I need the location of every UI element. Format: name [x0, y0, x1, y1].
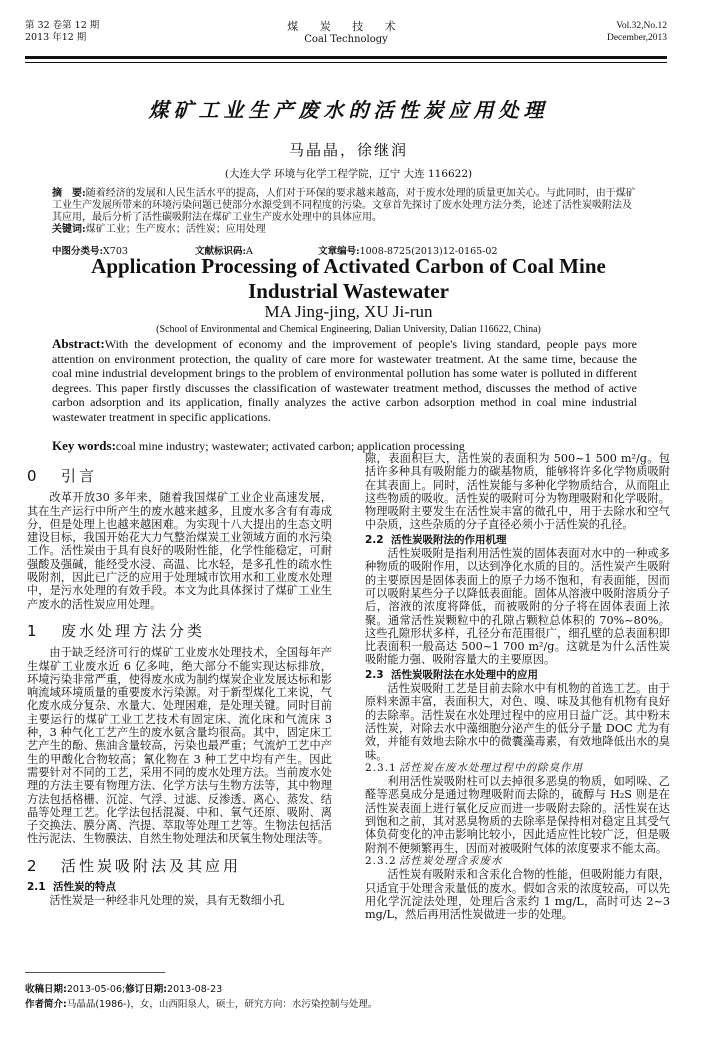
article-no-label: 文章编号: — [318, 246, 360, 257]
revised-label: 修订日期: — [125, 984, 168, 995]
revised-value: 2013-08-23 — [167, 984, 223, 995]
subsection-number: 2.3 — [365, 668, 384, 681]
section-heading-1 — [27, 621, 332, 640]
subsubsection-number: 2.3.2 — [365, 854, 397, 867]
received-label: 收稿日期: — [25, 984, 67, 995]
paragraph: 由于缺乏经济可行的煤矿工业废水处理技术，全国每年产生煤矿工业废水近 6 亿多吨，绝大部分不能实现达标排放，环境污染非常严重，使得废水成为制约煤炭企业发展达标和影响流域环境质量的重要废水污染源。对于新型煤化工来说，气化废水成分复杂、水量大、处理困难，是处理关键。同时目前主要运行的煤矿工业工艺技术有固定床、流化床和气流床 3 种，3 种气化工艺产生的废水氨含量均很高。其中，固定床工艺产生的酚、焦油含量较高，污染也最严重；气流炉工艺中产生的甲酸化合物较高；氰化物在 3 种工艺中均有产生。因此需要针对不同的工艺，采用不同的废水处理方法。当前废水处理的方法主要有物理方法、化学方法与生物方法等，其中物理方法包括格栅、沉淀、气浮、过滤、反渗透、离心、蒸发、结晶等处理工艺。化学法包括混凝、中和、氧气还原、吸附、离子交换法、膜分离、汽提、萃取等处理工艺等。生物法包括活性污泥法、生物膜法、自然生物处理法和厌氧生物处理法等。 — [27, 646, 332, 846]
affiliation-en: (School of Environmental and Chemical Engineering, Dalian University, Dalian 116622, China) — [156, 324, 541, 335]
volume-issue-cn: 第 32 卷第 12 期 — [25, 20, 100, 31]
section-number: 0 — [27, 467, 40, 485]
header-rule-thin — [25, 62, 667, 63]
paragraph: 利用活性炭吸附柱可以去掉很多恶臭的物质，如吲哚、乙醛等恶臭成分是通过物理吸附而去除的，硫醇与 H₂S 则是在活性炭表面上进行氧化反应而进一步吸附去除的。活性炭在达到饱和之前，其对恶臭物质的去除率是保持相对稳定且其受气体负荷变化的冲击影响比较小，因此适应性比较广泛，但是吸附剂不便频繁再生，因而对被吸附气体的浓度要求不能太高。 — [365, 775, 670, 855]
subsection-title: 活性炭吸附法的作用机理 — [391, 533, 507, 546]
abstract-en — [52, 337, 637, 425]
abstract-cn — [52, 188, 637, 224]
affiliation-cn: (大连大学 环境与化学工程学院，辽宁 大连 116622) — [224, 168, 473, 180]
authors-cn: 马晶晶，徐继润 — [288, 141, 408, 159]
keywords-cn-label: 关键词: — [52, 224, 86, 235]
journal-name-cn: 煤 炭 技 术 — [287, 20, 405, 33]
section-title: 引言 — [61, 467, 98, 485]
subsection-heading-2-1 — [27, 881, 332, 894]
section-title: 活性炭吸附法及其应用 — [61, 856, 242, 875]
clc-label: 中图分类号: — [52, 246, 104, 257]
section-heading-0 — [27, 467, 332, 485]
keywords-en-text: coal mine industry; wastewater; activated carbon; application processing — [115, 439, 465, 453]
journal-name-en: Coal Technology — [304, 34, 388, 45]
subsubsection-title: 活性炭在废水处理过程中的除臭作用 — [399, 761, 583, 774]
paper-title-en-line1: Application Processing of Activated Carbon of Coal Mine — [91, 254, 606, 278]
section-heading-2 — [27, 856, 332, 875]
paragraph: 活性炭吸附是指利用活性炭的固体表面对水中的一种或多种物质的吸附作用，以达到净化水质的目的。活性炭产生吸附的主要原因是固体表面上的原子力场不饱和，有表面能，因而可以吸附某些分子以降低表面能。固体从溶液中吸附溶质分子后，溶液的浓度将降低，而被吸附的分子将在固体表面上浓聚。通常活性炭颗粒中的孔隙占颗粒总体积的 70%~80%。这些孔隙形状多样，孔径分布范围很广，细孔壁的总表面积即比表面积一般高达 500~1 700 m²/g。这就是为什么活性炭吸附能力强、吸附容量大的主要原因。 — [365, 547, 670, 667]
subsection-number: 2.2 — [365, 533, 384, 546]
received-value: 2013-05-06; — [66, 984, 126, 995]
clc-value: X703 — [103, 246, 128, 257]
running-header — [25, 20, 667, 60]
paper-title-en — [0, 254, 697, 304]
year-issue-cn: 2013 年12 期 — [25, 32, 87, 43]
paper-title-en-line2: Industrial Wastewater — [248, 279, 449, 303]
paragraph-continued: 隙，表面积巨大，活性炭的表面积为 500~1 500 m²/g。包括许多种具有吸附能力的碳基物质，能够将许多化学物质吸附在其表面上。同时，活性炭能与多种化学物质结合，从而阻止这些物质的吸收。活性炭的吸附可分为物理吸附和化学吸附。物理吸附主要发生在活性炭丰富的微孔中，用于去除水和空气中杂质，这些杂质的分子直径必须小于活性炭的孔径。 — [365, 452, 670, 532]
article-no-value: 1008-8725(2013)12-0165-02 — [359, 246, 498, 257]
footnote-author-bio — [25, 999, 377, 1011]
header-rule-thick — [25, 56, 667, 59]
subsubsection-title: 活性炭处理含汞废水 — [399, 854, 503, 867]
section-number: 1 — [27, 621, 40, 640]
subsection-heading-2-2 — [365, 534, 670, 547]
section-number: 2 — [27, 856, 40, 875]
doc-code-label: 文献标识码: — [195, 246, 247, 257]
paragraph: 改革开放30 多年来，随着我国煤矿工业企业高速发展，其在生产运行中所产生的废水越来越多，且废水多含有有毒成分，但是处理上也越来越困难。为实现十八大提出的生态文明建设目标，我国开始花大力气整治煤炭工业领域方面的水污染工作。活性炭由于具有良好的吸附性能，化学性能稳定，可耐强酸及强碱，能经受水浸、高温、比水轻，是多孔性的疏水性吸附剂，因此已广泛的应用于处理城市饮用水和工业废水处理中，是污水处理的有效手段。本文为此具体探讨了煤矿工业生产废水的活性炭应用处理。 — [27, 491, 332, 611]
authors-en: MA Jing-jing, XU Ji-run — [264, 302, 433, 321]
abstract-cn-text: 随着经济的发展和人民生活水平的提高，人们对于环保的要求越来越高，对于废水处理的质量更加关心。与此同时，由于煤矿工业生产发展所带来的环境污染问题已使部分水源受到不同程度的污染。文章首先探讨了废水处理方法分类，论述了活性炭吸附法及其应用，最后分析了活性碳吸附法在煤矿工业生产废水处理中的具体应用。 — [52, 188, 636, 223]
bio-label: 作者简介: — [25, 999, 67, 1010]
subsubsection-heading-2-3-2 — [365, 855, 670, 868]
section-title: 废水处理方法分类 — [61, 621, 206, 640]
bio-value: 马晶晶(1986-)，女，山西阳泉人，硕士，研究方向：水污染控制与处理。 — [66, 999, 378, 1010]
abstract-en-label: Abstract: — [52, 336, 105, 351]
doc-code-value: A — [246, 246, 253, 257]
subsection-title: 活性炭吸附法在水处理中的应用 — [391, 668, 538, 681]
volume-issue-en: Vol.32,No.12 — [616, 21, 667, 31]
footnote-dates — [25, 984, 222, 996]
footnote-rule — [25, 972, 165, 973]
abstract-en-text: With the development of economy and the improvement of people's living standard, people pays more attention on environment protection, the quality of care more for wastewater treatment. At the same time, because the coal mine industrial development brings to the problem of environmental pollution has some water is polluted in different degrees. This paper firstly discusses the classification of wastewater treatment method, discusses the method of active carbon adsorption and its application, finally analyzes the active carbon adsorption method in coal mine industrial wastewater treatment in specific applications. — [52, 337, 637, 424]
subsection-number: 2.1 — [27, 881, 46, 894]
issue-info-en — [607, 20, 667, 44]
issue-date-en: December,2013 — [606, 33, 667, 43]
keywords-cn — [52, 224, 637, 236]
body-column-right — [365, 452, 670, 921]
paragraph: 活性炭吸附工艺是目前去除水中有机物的首选工艺。由于原料来源丰富，表面积大，对色、嗅、味及其他有机物有良好的去除率。活性炭在水处理过程中的应用日益广泛。其中粉末活性炭，对除去水中藻细胞分泌产生的低分子量 DOC 尤为有效，并能有效地去除水中的微囊藻毒素，有效地降低出水的臭味。 — [365, 682, 670, 762]
keywords-en-label: Key words: — [52, 438, 116, 453]
paper-title-cn: 煤矿工业生产废水的活性炭应用处理 — [148, 98, 549, 122]
paragraph: 活性炭有吸附汞和含汞化合物的性能，但吸附能力有限，只适宜于处理含汞量低的废水。假如含汞的浓度较高，可以先用化学沉淀法处理，处理后含汞约 1 mg/L，高时可达 2~3 mg/L，然后再用活性炭做进一步的处理。 — [365, 868, 670, 922]
subsection-title: 活性炭的特点 — [53, 881, 116, 894]
paragraph: 活性炭是一种经非凡处理的炭，具有无数细小孔 — [49, 894, 285, 908]
subsubsection-number: 2.3.1 — [365, 761, 397, 774]
subsubsection-heading-2-3-1 — [365, 762, 670, 775]
journal-name — [25, 20, 667, 46]
keywords-cn-text: 煤矿工业；生产废水；活性炭；应用处理 — [85, 224, 266, 235]
body-column-left — [27, 460, 332, 908]
abstract-cn-label: 摘 要: — [52, 188, 86, 199]
subsection-heading-2-3 — [365, 669, 670, 682]
